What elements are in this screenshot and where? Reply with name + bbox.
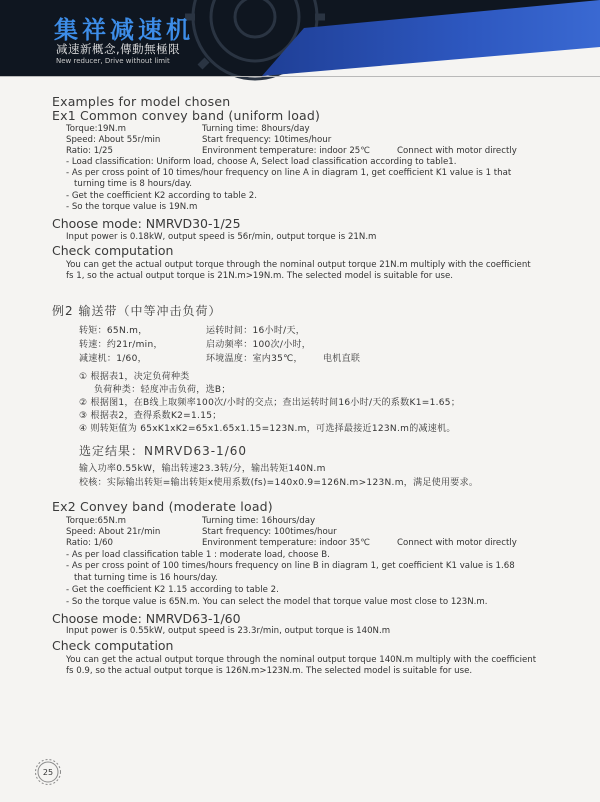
ex1-title: Ex1 Common convey band (uniform load) [52,108,321,123]
ex2-ratio: Ratio: 1/60 [66,538,113,548]
ex2-cn-result-title: 选定结果：NMRVD63-1/60 [79,444,248,458]
ex2-check-line: fs 0.9, so the actual output torque is 126N.m>123N.m. The selected model is suitable for use. [66,666,473,676]
ex1-check-title: Check computation [52,243,174,258]
ex1-check-line: fs 1, so the actual output torque is 21N.m>19N.m. The selected model is suitable for use. [66,271,453,281]
ex2-cn-speed: 转速：约21r/min， [79,340,163,350]
ex1-step: - As per cross point of 10 times/hour frequency on line A in diagram 1, get coefficient K1 value is 1 that [66,168,512,178]
ex2-environment-temperature: Environment temperature: indoor 35℃ [202,538,370,548]
ex2-cn-step: ② 根据图1，在B线上取频率100次/小时的交点；查出运转时间16小时/天的系数K1=1.65； [79,398,461,408]
ex1-torque: Torque:19N.m [66,124,126,134]
ex2-cn-start-frequency: 启动频率：100次/小时， [206,340,312,350]
ex2-cn-reducer: 减速机：1/60， [79,354,147,364]
ex2-check-line: You can get the actual output torque through the nominal output torque 140N.m multiply with the coefficient [66,655,537,665]
ex2-step: - As per cross point of 100 times/hours frequency on line B in diagram 1, get coefficient K1 value is 1.68 [66,561,515,571]
ex2-cn-step: ④ 则转矩值为 65xK1xK2=65x1.65x1.15=123N.m，可选择最接近123N.m的减速机。 [79,424,456,434]
header-divider [0,76,600,77]
ex1-connection: Connect with motor directly [397,146,517,156]
ex1-choose-title: Choose mode: NMRVD30-1/25 [52,216,241,231]
section-intro: Examples for model chosen [52,94,231,109]
ex1-start-frequency: Start frequency: 10times/hour [202,135,332,145]
ex2-cn-step: ③ 根据表2，查得系数K2=1.15； [79,411,222,421]
ex2-turning-time: Turning time: 16hours/day [202,516,316,526]
ex2-cn-environment-temperature: 环境温度：室内35℃， [206,354,303,364]
ex1-environment-temperature: Environment temperature: indoor 25℃ [202,146,370,156]
ex1-choose-text: Input power is 0.18kW, output speed is 56r/min, output torque is 21N.m [66,232,377,242]
ex2-cn-torque: 转矩：65N.m， [79,326,148,336]
ex2-speed: Speed: About 21r/min [66,527,161,537]
ex1-check-line: You can get the actual output torque through the nominal output torque 21N.m multiply with the coefficient [66,260,531,270]
ex2-cn-title: 例2 输送带（中等冲击负荷） [52,304,222,318]
ex2-step: - So the torque value is 65N.m. You can select the model that torque value most close to 123N.m. [66,597,488,607]
ex2-title: Ex2 Convey band (moderate load) [52,499,273,514]
ex2-cn-run-time: 运转时间：16小时/天， [206,326,306,336]
ex2-step: - As per load classification table 1 : moderate load, choose B. [66,550,330,560]
ex2-cn-step: ① 根据表1，决定负荷种类 [79,372,190,382]
brand-slogan: 减速新概念,傳動無極限 [56,42,181,56]
ex2-start-frequency: Start frequency: 100times/hour [202,527,337,537]
ex1-step: - So the torque value is 19N.m [66,202,198,212]
ex2-check-title: Check computation [52,638,174,653]
ex1-speed: Speed: About 55r/min [66,135,161,145]
ex1-turning-time: Turning time: 8hours/day [202,124,310,134]
ex2-cn-result-line: 输入功率0.55kW，输出转速23.3转/分，输出转矩140N.m [79,464,326,474]
ex2-choose-text: Input power is 0.55kW, output speed is 23.3r/min, output torque is 140N.m [66,626,391,636]
ex2-cn-step: 负荷种类：轻度冲击负荷，选B； [94,385,231,395]
ex2-choose-title: Choose mode: NMRVD63-1/60 [52,611,241,626]
ex2-torque: Torque:65N.m [66,516,126,526]
brand-title: 集祥减速机 [54,16,194,44]
ex1-step: - Load classification: Uniform load, choose A, Select load classification according to table1. [66,157,457,167]
brand-slogan-english: New reducer, Drive without limit [56,57,170,65]
ex1-step: turning time is 8 hours/day. [74,179,192,189]
ex2-step: - Get the coefficient K2 1.15 according to table 2. [66,585,279,595]
ex2-cn-motor: 电机直联 [323,354,361,364]
ex1-ratio: Ratio: 1/25 [66,146,113,156]
ex2-connection: Connect with motor directly [397,538,517,548]
ex2-cn-result-line: 校核：实际输出转矩=输出转矩x使用系数(fs)=140x0.9=126N.m>123N.m，满足使用要求。 [79,478,479,488]
ex2-step: that turning time is 16 hours/day. [74,573,218,583]
page-number: 25 [42,768,54,777]
ex1-step: - Get the coefficient K2 according to table 2. [66,191,257,201]
